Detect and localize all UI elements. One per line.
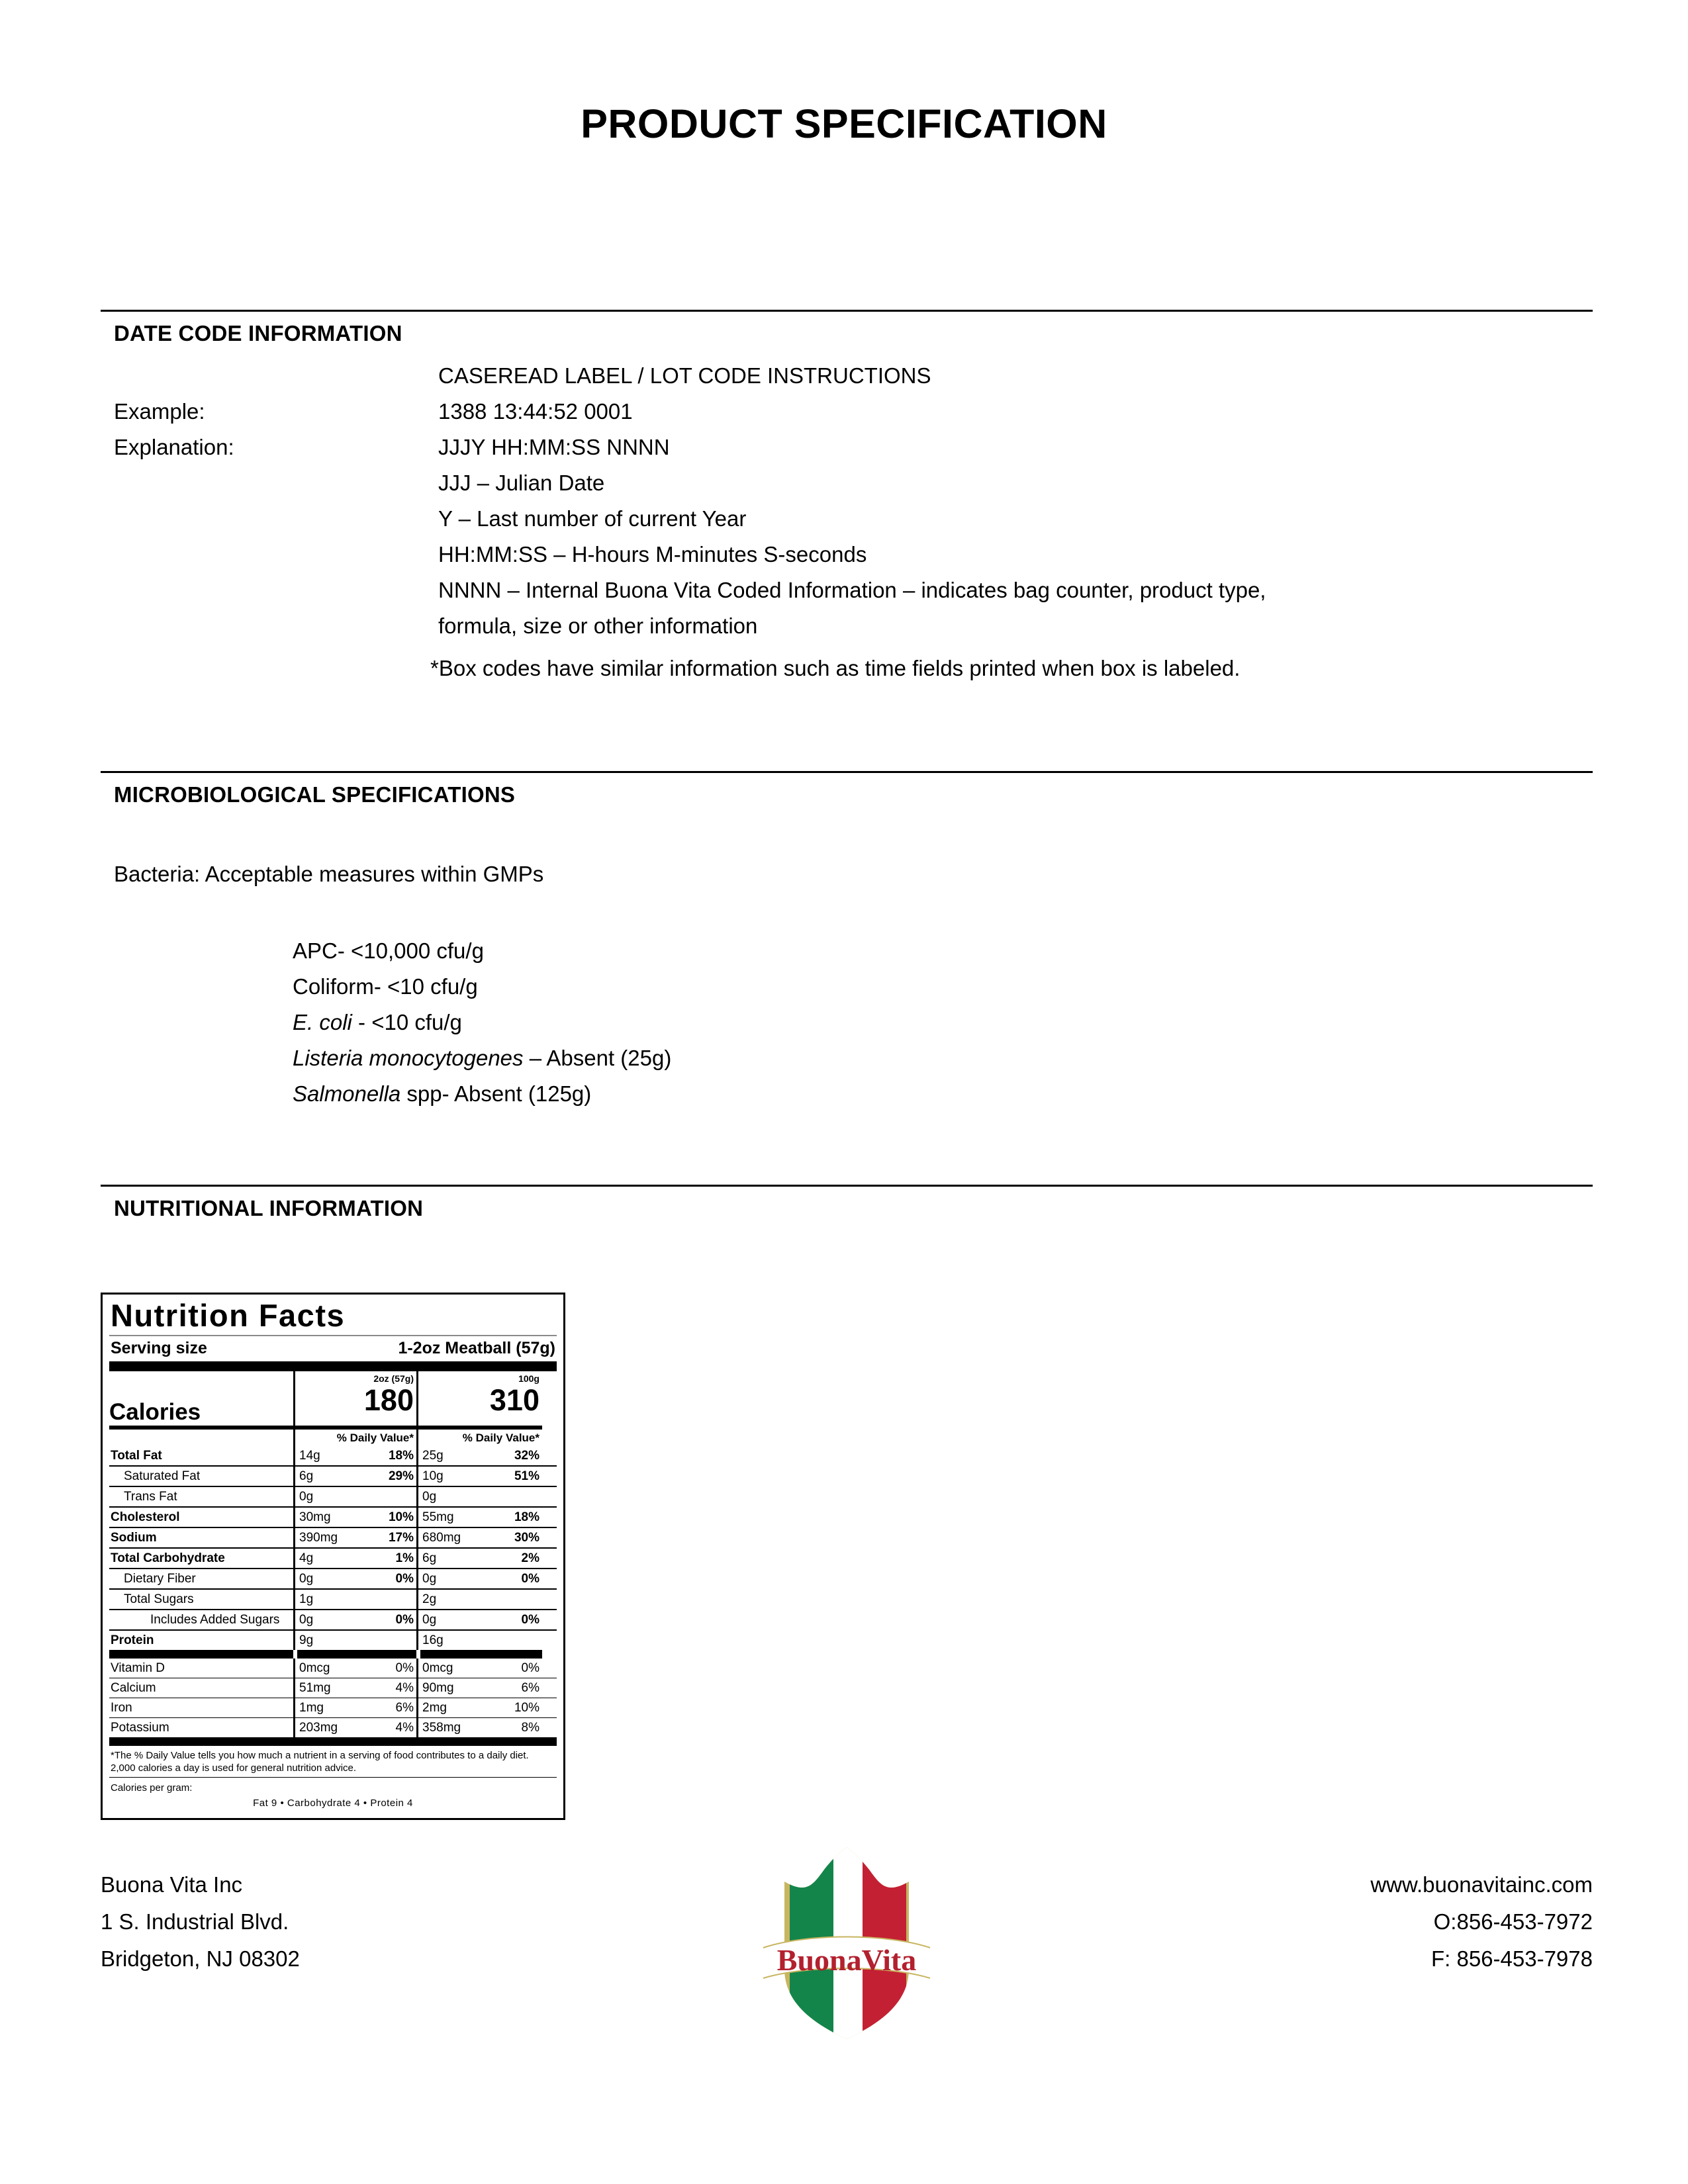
section-heading-nutritional: NUTRITIONAL INFORMATION bbox=[114, 1196, 424, 1220]
nutrient-name-trans-fat: Trans Fat bbox=[124, 1490, 177, 1504]
vitamin-name-vitamin-d: Vitamin D bbox=[111, 1661, 165, 1675]
nutrient-values-total-sugars-serving bbox=[293, 1590, 416, 1609]
micro-item-salmonella-value: spp- Absent (125g) bbox=[400, 1081, 592, 1106]
nutrient-row-total-carbohydrate bbox=[109, 1549, 557, 1569]
section-heading-microbiological: MICROBIOLOGICAL SPECIFICATIONS bbox=[114, 782, 516, 807]
nutrient-values-total-sugars-100g bbox=[416, 1590, 542, 1609]
micro-item-coliform bbox=[293, 969, 1593, 1005]
micro-item-apc bbox=[293, 933, 1593, 969]
vitamin-percent: 6% bbox=[521, 1681, 539, 1695]
serving-size-row bbox=[109, 1338, 557, 1360]
nutrient-values-protein-serving bbox=[293, 1631, 416, 1650]
footer-website[interactable]: www.buonavitainc.com bbox=[1370, 1872, 1593, 1897]
nutrient-amount: 14g bbox=[299, 1449, 320, 1463]
micro-item-apc-text: APC- <10,000 cfu/g bbox=[293, 938, 484, 963]
nutrient-amount: 2g bbox=[422, 1592, 437, 1606]
serving-size-label: Serving size bbox=[111, 1339, 207, 1357]
nutrient-name-total-fat: Total Fat bbox=[111, 1449, 162, 1463]
nutrient-percent: 0% bbox=[521, 1572, 539, 1586]
micro-item-ecoli-value: - <10 cfu/g bbox=[352, 1010, 462, 1034]
micro-item-listeria bbox=[293, 1040, 1593, 1076]
vitamin-values-calcium-serving bbox=[293, 1678, 416, 1698]
section-microbiological bbox=[101, 771, 1593, 1112]
calories-left-spacer bbox=[109, 1371, 293, 1385]
nutrition-facts-box bbox=[101, 1293, 565, 1820]
nutrient-values-trans-fat-serving bbox=[293, 1487, 416, 1506]
footer-company-name: Buona Vita Inc bbox=[101, 1872, 243, 1897]
segmented-bar-left bbox=[109, 1650, 293, 1659]
nutrient-name-added-sugars: Includes Added Sugars bbox=[150, 1613, 280, 1627]
date-code-line-1: Y – Last number of current Year bbox=[438, 506, 747, 531]
micro-item-salmonella-species: Salmonella bbox=[293, 1081, 401, 1106]
date-code-explanation-value: JJJY HH:MM:SS NNNN bbox=[438, 435, 670, 459]
vitamin-values-iron-100g bbox=[416, 1698, 542, 1717]
micro-item-listeria-value: – Absent (25g) bbox=[523, 1046, 672, 1070]
buona-vita-logo bbox=[761, 1843, 933, 2035]
nutrient-values-cholesterol-serving bbox=[293, 1508, 416, 1527]
vitamin-values-iron-serving bbox=[293, 1698, 416, 1717]
shield-logo-icon bbox=[761, 1843, 933, 2042]
vitamin-percent: 6% bbox=[395, 1701, 414, 1715]
section-nutritional bbox=[101, 1185, 1593, 1221]
microbiological-intro: Bacteria: Acceptable measures within GMPs bbox=[114, 862, 544, 886]
date-code-line-3: NNNN – Internal Buona Vita Coded Information – indicates bag counter, product type, bbox=[438, 578, 1266, 602]
nutrition-footnote: *The % Daily Value tells you how much a nutrient in a serving of food contributes to a daily diet. 2,000 calories a day is used for general nutrition advice. bbox=[109, 1746, 557, 1778]
nutrient-percent: 30% bbox=[514, 1531, 539, 1545]
nutrient-percent: 1% bbox=[395, 1551, 414, 1565]
vitamin-percent: 0% bbox=[521, 1661, 539, 1675]
nutrient-values-dietary-fiber-serving bbox=[293, 1569, 416, 1588]
vitamin-percent: 4% bbox=[395, 1681, 414, 1695]
calories-per-gram-label: Calories per gram: bbox=[111, 1782, 193, 1794]
nutrient-name-protein: Protein bbox=[111, 1633, 154, 1647]
nutrient-amount: 9g bbox=[299, 1633, 314, 1647]
vitamin-amount: 0mcg bbox=[299, 1661, 330, 1675]
section-divider-date-code bbox=[101, 310, 1593, 312]
nutrient-percent: 17% bbox=[388, 1531, 414, 1545]
nutrient-row-cholesterol bbox=[109, 1508, 557, 1528]
nutrient-values-total-carbohydrate-100g bbox=[416, 1549, 542, 1568]
micro-item-coliform-text: Coliform- <10 cfu/g bbox=[293, 974, 478, 999]
vitamin-amount: 358mg bbox=[422, 1721, 461, 1735]
nutrient-amount: 0g bbox=[422, 1490, 437, 1504]
nutrient-amount: 0g bbox=[422, 1572, 437, 1586]
date-code-line-4: formula, size or other information bbox=[438, 614, 758, 638]
nutrient-values-total-carbohydrate-serving bbox=[293, 1549, 416, 1568]
date-code-subtitle: CASEREAD LABEL / LOT CODE INSTRUCTIONS bbox=[438, 363, 931, 388]
microbiological-list bbox=[293, 933, 1593, 1112]
vitamin-amount: 1mg bbox=[299, 1701, 324, 1715]
nutrient-values-protein-100g bbox=[416, 1631, 542, 1650]
vitamin-amount: 0mcg bbox=[422, 1661, 453, 1675]
date-code-note: *Box codes have similar information such as time fields printed when box is labeled. bbox=[430, 656, 1241, 680]
section-heading-date-code: DATE CODE INFORMATION bbox=[114, 321, 402, 345]
nutrient-row-saturated-fat bbox=[109, 1467, 557, 1487]
nutrient-name-sodium: Sodium bbox=[111, 1531, 157, 1545]
daily-value-header-100g: % Daily Value* bbox=[416, 1430, 542, 1446]
vitamin-row-iron bbox=[109, 1698, 557, 1718]
nutrient-values-total-fat-100g bbox=[416, 1446, 542, 1465]
nutrient-values-sodium-serving bbox=[293, 1528, 416, 1547]
nutrient-name-saturated-fat: Saturated Fat bbox=[124, 1469, 201, 1483]
vitamin-amount: 90mg bbox=[422, 1681, 454, 1695]
nutrient-rows bbox=[109, 1446, 557, 1650]
nutrient-amount: 0g bbox=[299, 1490, 314, 1504]
nutrient-percent: 0% bbox=[395, 1613, 414, 1627]
nutrient-amount: 0g bbox=[299, 1572, 314, 1586]
nutrient-values-saturated-fat-100g bbox=[416, 1467, 542, 1486]
nutrient-values-cholesterol-100g bbox=[416, 1508, 542, 1527]
vitamin-row-vitamin-d bbox=[109, 1659, 557, 1678]
calories-per-gram-values: Fat 9 • Carbohydrate 4 • Protein 4 bbox=[253, 1797, 413, 1809]
nutrient-amount: 55mg bbox=[422, 1510, 454, 1524]
micro-item-salmonella bbox=[293, 1076, 1593, 1112]
nutrient-amount: 4g bbox=[299, 1551, 314, 1565]
nutrient-name-total-sugars: Total Sugars bbox=[124, 1592, 194, 1606]
vitamin-values-potassium-100g bbox=[416, 1718, 542, 1737]
nutrient-amount: 0g bbox=[299, 1613, 314, 1627]
vitamin-percent: 4% bbox=[395, 1721, 414, 1735]
date-code-line-2: HH:MM:SS – H-hours M-minutes S-seconds bbox=[438, 542, 867, 567]
nutrient-percent: 18% bbox=[388, 1449, 414, 1463]
nutrient-row-protein bbox=[109, 1631, 557, 1650]
nutrient-amount: 6g bbox=[299, 1469, 314, 1483]
column-header-serving: 2oz (57g) bbox=[293, 1371, 416, 1385]
calories-label: Calories bbox=[109, 1385, 293, 1430]
calories-value-serving: 180 bbox=[293, 1385, 416, 1430]
page-title: PRODUCT SPECIFICATION bbox=[581, 101, 1107, 146]
nutrient-percent: 51% bbox=[514, 1469, 539, 1483]
nutrient-name-cholesterol: Cholesterol bbox=[111, 1510, 180, 1524]
nutrient-values-added-sugars-100g bbox=[416, 1610, 542, 1629]
nutrient-values-trans-fat-100g bbox=[416, 1487, 542, 1506]
section-divider-nutritional bbox=[101, 1185, 1593, 1187]
micro-item-ecoli bbox=[293, 1005, 1593, 1040]
footer-address-line-2: Bridgeton, NJ 08302 bbox=[101, 1946, 300, 1971]
nutrient-row-sodium bbox=[109, 1528, 557, 1549]
nutrition-facts-hairline bbox=[109, 1335, 557, 1336]
date-code-explanation-row bbox=[114, 430, 1593, 465]
nutrient-values-saturated-fat-serving bbox=[293, 1467, 416, 1486]
micro-item-ecoli-species: E. coli bbox=[293, 1010, 352, 1034]
nutrient-percent: 32% bbox=[514, 1449, 539, 1463]
footer-address-block bbox=[101, 1866, 300, 1978]
footer-address-line-1: 1 S. Industrial Blvd. bbox=[101, 1909, 289, 1934]
nutrient-amount: 16g bbox=[422, 1633, 444, 1647]
nutrient-name-total-carbohydrate: Total Carbohydrate bbox=[111, 1551, 225, 1565]
calories-block bbox=[109, 1371, 557, 1446]
dv-left-spacer bbox=[109, 1430, 293, 1446]
vitamin-amount: 51mg bbox=[299, 1681, 331, 1695]
nutrient-row-added-sugars bbox=[109, 1610, 557, 1631]
nutrition-facts-panel bbox=[101, 1293, 565, 1820]
nutrient-values-total-fat-serving bbox=[293, 1446, 416, 1465]
nutrition-thick-bar-top bbox=[109, 1361, 557, 1371]
column-header-100g: 100g bbox=[416, 1371, 542, 1385]
nutrient-percent: 2% bbox=[521, 1551, 539, 1565]
nutrient-row-dietary-fiber bbox=[109, 1569, 557, 1590]
nutrition-facts-title: Nutrition Facts bbox=[111, 1298, 346, 1333]
date-code-explanation-label: Explanation: bbox=[114, 435, 234, 459]
date-code-line-0: JJJ – Julian Date bbox=[438, 471, 605, 495]
calories-value-100g: 310 bbox=[416, 1385, 542, 1430]
date-code-example-value: 1388 13:44:52 0001 bbox=[438, 399, 633, 424]
date-code-body bbox=[114, 358, 1593, 686]
section-divider-microbiological bbox=[101, 771, 1593, 773]
vitamin-values-vitamin-d-serving bbox=[293, 1659, 416, 1678]
vitamin-values-potassium-serving bbox=[293, 1718, 416, 1737]
nutrient-values-added-sugars-serving bbox=[293, 1610, 416, 1629]
vitamin-values-calcium-100g bbox=[416, 1678, 542, 1698]
vitamin-amount: 203mg bbox=[299, 1721, 338, 1735]
nutrient-amount: 680mg bbox=[422, 1531, 461, 1545]
nutrient-values-sodium-100g bbox=[416, 1528, 542, 1547]
logo-wordmark: BuonaVita bbox=[776, 1943, 917, 1977]
micro-item-listeria-species: Listeria monocytogenes bbox=[293, 1046, 524, 1070]
nutrient-percent: 18% bbox=[514, 1510, 539, 1524]
vitamin-name-iron: Iron bbox=[111, 1701, 132, 1715]
nutrient-amount: 390mg bbox=[299, 1531, 338, 1545]
nutrient-percent: 10% bbox=[388, 1510, 414, 1524]
nutrient-row-trans-fat bbox=[109, 1487, 557, 1508]
footer-fax: F: 856-453-7978 bbox=[1430, 1946, 1593, 1971]
vitamin-row-calcium bbox=[109, 1678, 557, 1698]
date-code-example-row bbox=[114, 394, 1593, 430]
nutrition-thick-bar-bottom bbox=[109, 1737, 557, 1746]
footer-contact-block bbox=[1370, 1866, 1593, 1978]
nutrient-percent: 0% bbox=[395, 1572, 414, 1586]
page-footer bbox=[101, 1866, 1593, 2038]
nutrition-segmented-bar bbox=[109, 1650, 557, 1659]
date-code-example-label: Example: bbox=[114, 399, 205, 424]
section-date-code bbox=[101, 310, 1593, 686]
nutrient-amount: 10g bbox=[422, 1469, 444, 1483]
vitamin-name-calcium: Calcium bbox=[111, 1681, 156, 1695]
footer-phone: O:856-453-7972 bbox=[1433, 1909, 1593, 1934]
vitamin-name-potassium: Potassium bbox=[111, 1721, 169, 1735]
nutrient-percent: 29% bbox=[388, 1469, 414, 1483]
vitamin-percent: 0% bbox=[395, 1661, 414, 1675]
nutrient-amount: 30mg bbox=[299, 1510, 331, 1524]
nutrient-values-dietary-fiber-100g bbox=[416, 1569, 542, 1588]
vitamin-row-potassium bbox=[109, 1718, 557, 1737]
nutrient-percent: 0% bbox=[521, 1613, 539, 1627]
segmented-bar-right bbox=[420, 1650, 542, 1659]
vitamin-percent: 8% bbox=[521, 1721, 539, 1735]
nutrient-amount: 0g bbox=[422, 1613, 437, 1627]
vitamin-values-vitamin-d-100g bbox=[416, 1659, 542, 1678]
vitamin-rows bbox=[109, 1659, 557, 1737]
nutrient-name-dietary-fiber: Dietary Fiber bbox=[124, 1572, 196, 1586]
nutrient-row-total-sugars bbox=[109, 1590, 557, 1610]
serving-size-value: 1-2oz Meatball (57g) bbox=[398, 1339, 555, 1357]
nutrient-amount: 25g bbox=[422, 1449, 444, 1463]
segmented-bar-middle bbox=[297, 1650, 416, 1659]
vitamin-percent: 10% bbox=[514, 1701, 539, 1715]
nutrient-row-total-fat bbox=[109, 1446, 557, 1467]
nutrient-amount: 6g bbox=[422, 1551, 437, 1565]
daily-value-header-serving: % Daily Value* bbox=[293, 1430, 416, 1446]
vitamin-amount: 2mg bbox=[422, 1701, 447, 1715]
nutrient-amount: 1g bbox=[299, 1592, 314, 1606]
